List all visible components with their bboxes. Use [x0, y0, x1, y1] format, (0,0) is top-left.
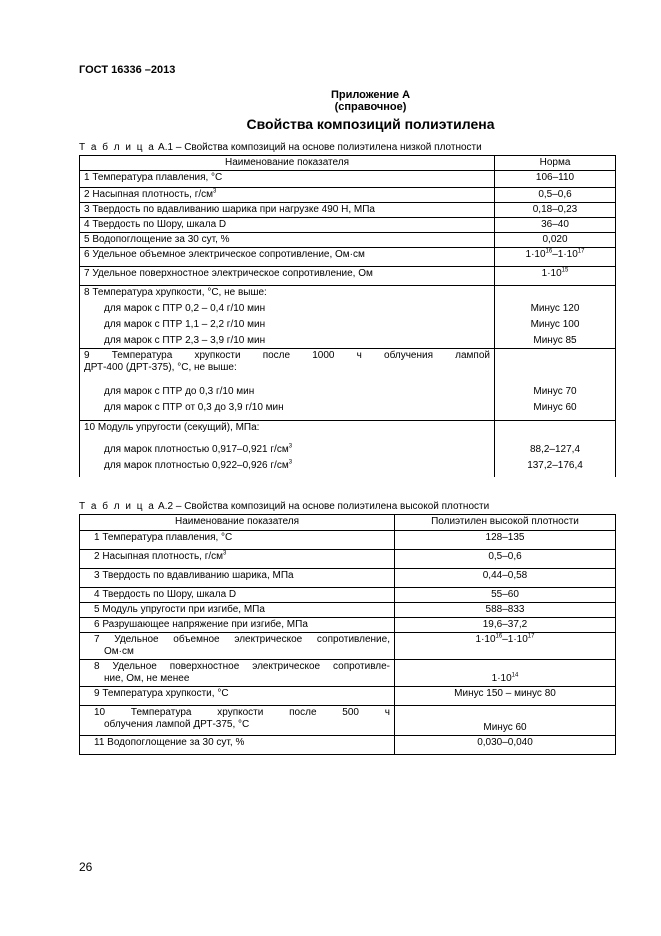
property-value	[495, 286, 616, 349]
property-name	[80, 633, 395, 660]
property-value: 55–60	[395, 588, 616, 603]
table1-caption	[79, 142, 482, 153]
property-value: 0,5–0,6	[395, 550, 616, 569]
table-a2	[79, 514, 616, 755]
property-name: 11 Водопоглощение за 30 сут, %	[80, 736, 395, 755]
superscript: 3	[223, 550, 227, 557]
property-value	[395, 633, 616, 660]
table-row	[80, 218, 616, 233]
property-value	[495, 349, 616, 421]
appendix-type: (справочное)	[334, 101, 407, 113]
value-base: 1·10	[491, 673, 512, 684]
property-value	[495, 267, 616, 286]
property-value	[495, 421, 616, 477]
table-row	[80, 531, 616, 550]
sub-item-label-text: для марок плотностью 0,917–0,921 г/см	[104, 444, 289, 455]
sub-item-label: для марок с ПТР до 0,3 г/10 мин	[104, 386, 255, 397]
property-value	[495, 248, 616, 267]
property-name: 6 Разрушающее напряжение при изгибе, МПа	[80, 618, 395, 633]
property-name-text: 2 Насыпная плотность, г/см	[84, 189, 214, 200]
table-row	[80, 421, 616, 477]
property-name	[80, 660, 395, 687]
property-name: 1 Температура плавления, °С	[80, 171, 495, 188]
value-base: 1·10	[475, 634, 496, 645]
property-name-line: ние, Ом, не менее	[104, 673, 190, 684]
property-name: 3 Твердость по вдавливанию шарика при нагрузке 490 Н, МПа	[80, 203, 495, 218]
value-exponent: 17	[577, 248, 585, 255]
superscript: 3	[213, 188, 217, 195]
sub-item-value: Минус 70	[533, 386, 577, 397]
superscript: 3	[288, 459, 293, 466]
sub-item-label-text: для марок плотностью 0,922–0,926 г/см	[104, 460, 289, 471]
table-row	[80, 618, 616, 633]
table-row	[80, 633, 616, 660]
property-name	[80, 349, 495, 421]
property-value	[395, 660, 616, 687]
table-row	[80, 736, 616, 755]
table2-caption-prefix: Т а б л и ц а	[79, 501, 156, 512]
sub-item-label: для марок с ПТР от 0,3 до 3,9 г/10 мин	[104, 402, 284, 413]
table-row	[80, 188, 616, 203]
property-name	[80, 286, 495, 349]
property-value: 19,6–37,2	[395, 618, 616, 633]
property-value: 106–110	[495, 171, 616, 188]
property-name-line: 7 Удельное объемное электрическое сопротивление,	[94, 634, 390, 645]
table-row	[80, 550, 616, 569]
sub-item-label: для марок с ПТР 1,1 – 2,2 г/10 мин	[104, 319, 266, 330]
value-exponent: 14	[511, 672, 519, 679]
sub-item-value: 137,2–176,4	[527, 460, 583, 471]
table-row	[80, 706, 616, 736]
table1-caption-text: А.1 – Свойства композиций на основе полиэтилена низкой плотности	[155, 142, 482, 153]
property-value: 128–135	[395, 531, 616, 550]
property-name-line: Ом·см	[104, 646, 134, 657]
group-title: 8 Температура хрупкости, °С, не выше:	[84, 287, 267, 298]
property-value: 588–833	[395, 603, 616, 618]
page-number: 26	[79, 860, 93, 874]
table-row	[80, 349, 616, 421]
sub-item-label	[84, 460, 490, 472]
table-row	[80, 203, 616, 218]
group-title-continued: ДРТ-400 (ДРТ-375), °С, не выше:	[84, 362, 237, 373]
property-name: 7 Удельное поверхностное электрическое сопротивление, Ом	[80, 267, 495, 286]
table-header-row	[80, 515, 616, 531]
value-base: 1·10	[541, 268, 562, 279]
sub-item-label: для марок с ПТР 2,3 – 3,9 г/10 мин	[104, 335, 266, 346]
property-name-line: облучения лампой ДРТ-375, °С	[104, 719, 250, 730]
sub-item-label: для марок с ПТР 0,2 – 0,4 г/10 мин	[104, 303, 266, 314]
appendix-heading: Свойства композиций полиэтилена	[246, 116, 495, 132]
property-name: 9 Температура хрупкости, °С	[80, 687, 395, 706]
document-code: ГОСТ 16336 –2013	[79, 64, 176, 76]
property-value: 0,020	[495, 233, 616, 248]
sub-item-label	[84, 444, 490, 456]
property-name: 4 Твердость по Шору, шкала D	[80, 588, 395, 603]
table-row	[80, 171, 616, 188]
group-title: 9 Температура хрупкости после 1000 ч облучения лампой	[84, 350, 490, 361]
table2-caption-text: А.2 – Свойства композиций на основе полиэтилена высокой плотности	[155, 501, 490, 512]
table-row	[80, 660, 616, 687]
table-header-row	[80, 156, 616, 171]
table-a1	[79, 155, 616, 477]
superscript: 3	[288, 443, 293, 450]
property-name-line: 8 Удельное поверхностное электрическое сопротивле-	[94, 661, 390, 672]
property-value: 0,030–0,040	[395, 736, 616, 755]
value-base: –1·10	[502, 634, 528, 645]
sub-item-value: Минус 120	[530, 303, 580, 314]
property-name: 1 Температура плавления, °С	[80, 531, 395, 550]
group-title: 10 Модуль упругости (секущий), МПа:	[84, 422, 260, 433]
sub-item-value: Минус 60	[533, 402, 577, 413]
property-name: 5 Водопоглощение за 30 сут, %	[80, 233, 495, 248]
value-exponent: 16	[545, 248, 553, 255]
property-name: 3 Твердость по вдавливанию шарика, МПа	[80, 569, 395, 588]
table-row	[80, 603, 616, 618]
value-base: 1·10	[525, 249, 546, 260]
property-name-line: 10 Температура хрупкости после 500 ч	[94, 707, 390, 718]
property-name: 6 Удельное объемное электрическое сопротивление, Ом·см	[80, 248, 495, 267]
table2-caption	[79, 501, 489, 512]
column-header: Наименование показателя	[80, 156, 495, 171]
sub-item-value: Минус 85	[533, 335, 577, 346]
property-value: 0,5–0,6	[495, 188, 616, 203]
property-value: 0,44–0,58	[395, 569, 616, 588]
property-name	[80, 550, 395, 569]
value-base: –1·10	[552, 249, 578, 260]
property-value: Минус 150 – минус 80	[395, 687, 616, 706]
column-header: Полиэтилен высокой плотности	[395, 515, 616, 531]
value-exponent: 17	[527, 633, 535, 640]
property-name-text: 2 Насыпная плотность, г/см	[94, 551, 224, 562]
table1-caption-prefix: Т а б л и ц а	[79, 142, 156, 153]
column-header: Наименование показателя	[80, 515, 395, 531]
value-exponent: 16	[495, 633, 503, 640]
table-row	[80, 687, 616, 706]
appendix-title: Приложение А	[330, 89, 411, 101]
property-value: 36–40	[495, 218, 616, 233]
table-row	[80, 588, 616, 603]
value-exponent: 15	[561, 267, 569, 274]
column-header: Норма	[495, 156, 616, 171]
property-name	[80, 706, 395, 736]
table-row	[80, 569, 616, 588]
property-value: Минус 60	[395, 706, 616, 736]
property-value: 0,18–0,23	[495, 203, 616, 218]
table-row	[80, 267, 616, 286]
table-row	[80, 286, 616, 349]
table-row	[80, 248, 616, 267]
sub-item-value: 88,2–127,4	[529, 444, 581, 455]
property-name	[80, 188, 495, 203]
property-name: 5 Модуль упругости при изгибе, МПа	[80, 603, 395, 618]
property-name: 4 Твердость по Шору, шкала D	[80, 218, 495, 233]
sub-item-value: Минус 100	[530, 319, 580, 330]
property-name	[80, 421, 495, 477]
table-row	[80, 233, 616, 248]
